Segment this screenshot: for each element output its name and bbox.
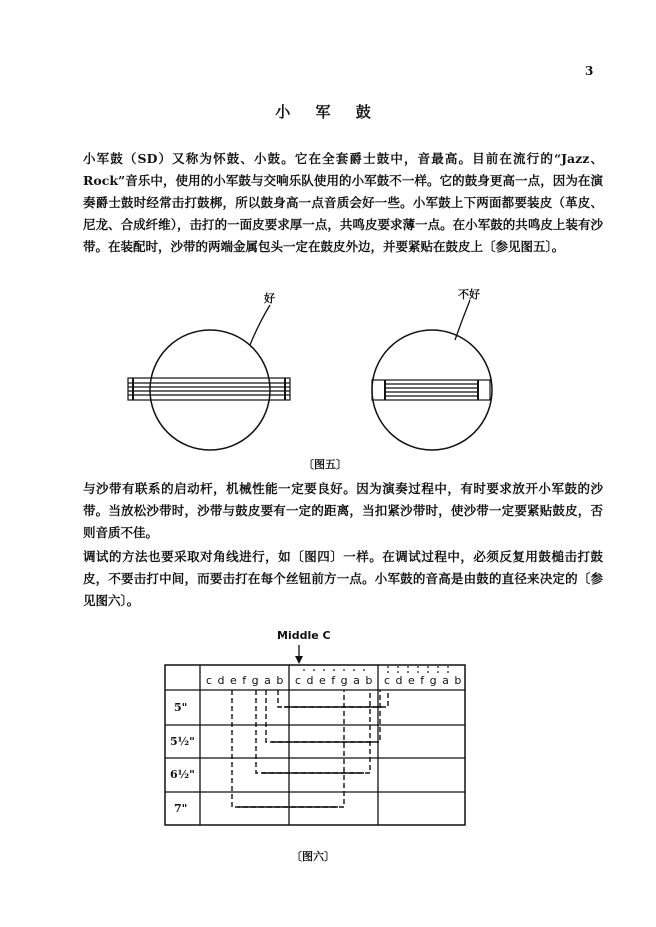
size-label-7: 7" [174, 802, 188, 815]
notes-middle-octave: c d e f g a b [295, 674, 374, 687]
page-number: 3 [585, 64, 594, 78]
middle-c-label: Middle C [277, 629, 331, 642]
section-title: 小 军 鼓 [275, 103, 381, 121]
label-bad: 不好 [458, 288, 480, 301]
size-label-5: 5" [174, 701, 188, 714]
paragraph-3: 调试的方法也要采取对角线进行，如〔图四〕一样。在调试过程中，必须反复用鼓槌击打鼓皮，不要击打中间，而要击打在每个丝钮前方一点。小军鼓的音高是由鼓的直径来决定的〔参见图六〕。 [83, 549, 603, 608]
paragraph-2: 与沙带有联系的启动杆，机械性能一定要良好。因为演奏过程中，有时要求放开小军鼓的沙带。当放松沙带时，沙带与鼓皮要有一定的距离，当扣紧沙带时，使沙带一定要紧贴鼓皮，否则音质不佳。 [83, 481, 603, 540]
notes-high-octave: c d e f g a b [384, 674, 463, 687]
figure-5-caption: 〔图五〕 [303, 458, 347, 471]
paragraph-1: 小军鼓（SD）又称为怀鼓、小鼓。它在全套爵士鼓中，音最高。目前在流行的“Jazz、Rock”音乐中，使用的小军鼓与交响乐队使用的小军鼓不一样。它的鼓身更高一点，因为在演奏爵士鼓时经常击打鼓梆，所以鼓身高一点音质会好一些。小军鼓上下两面都要装皮（革皮、尼龙、合成纤维），击打的一面皮要求厚一点，共鸣皮要求薄一点。在小军鼓的共鸣皮上装有沙带。在装配时，沙带的两端金属包头一定在鼓皮外边，并要紧贴在鼓皮上〔参见图五〕。 [83, 151, 603, 254]
notes-low-octave: c d e f g a b [206, 674, 285, 687]
size-label-6-half: 6½" [170, 768, 195, 781]
figure-6-caption: 〔图六〕 [291, 850, 335, 863]
size-label-5-half: 5½" [170, 735, 195, 748]
label-good: 好 [264, 292, 275, 305]
